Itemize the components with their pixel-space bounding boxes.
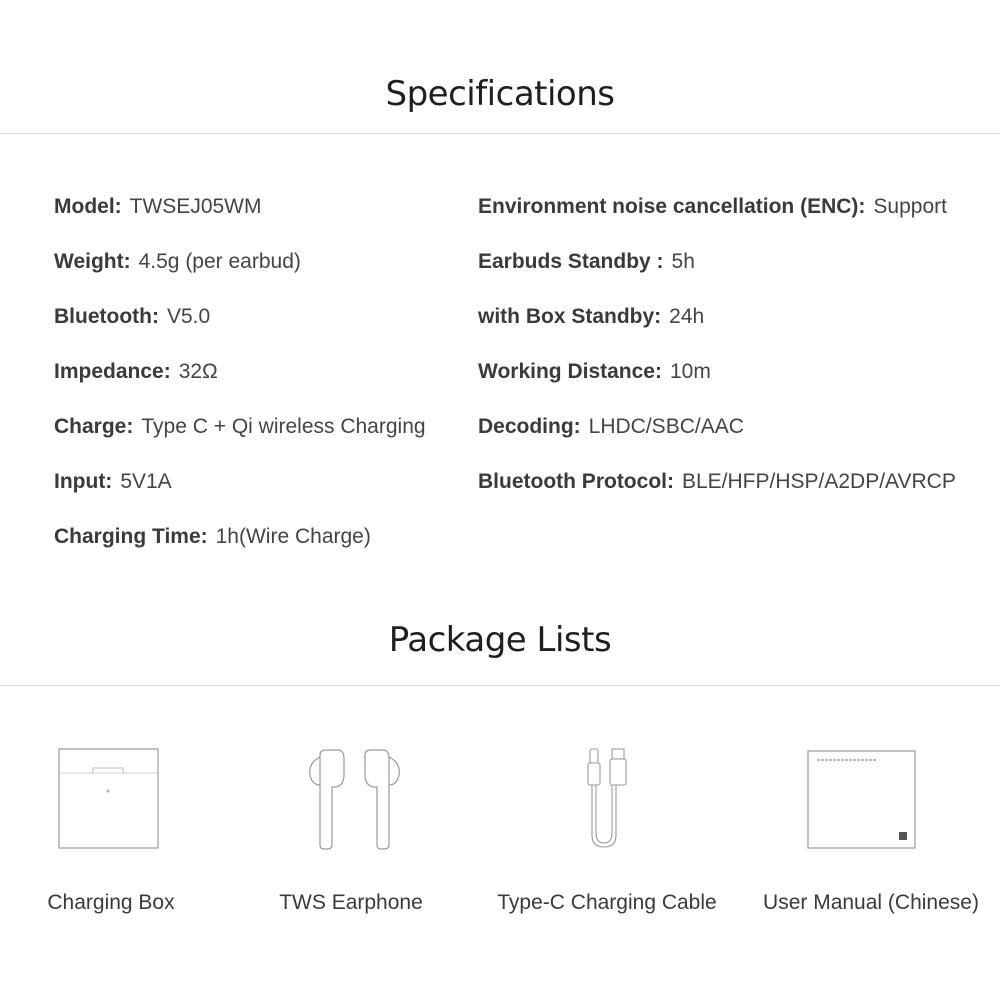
spec-row (478, 250, 695, 274)
spec-value: BLE/HFP/HSP/A2DP/AVRCP (681, 470, 956, 493)
usb-cable-icon (580, 745, 640, 855)
earphones-icon (300, 745, 415, 855)
spec-row (478, 470, 956, 494)
manual-icon (805, 748, 920, 852)
spec-value: 5V1A (120, 470, 172, 493)
spec-label: Environment noise cancellation (ENC): (478, 195, 866, 218)
spec-label: Bluetooth Protocol: (478, 470, 674, 493)
spec-value: 10m (669, 360, 711, 383)
spec-value: 5h (671, 250, 695, 273)
spec-row (478, 195, 947, 219)
spec-row (478, 360, 711, 384)
spec-label: Earbuds Standby : (478, 250, 664, 273)
spec-row (54, 305, 210, 329)
spec-label: Weight: (54, 250, 131, 273)
spec-row (54, 250, 301, 274)
spec-row (478, 415, 744, 439)
spec-label: Model: (54, 195, 122, 218)
package-item-label: TWS Earphone (279, 891, 423, 914)
spec-value: Type C + Qi wireless Charging (141, 415, 426, 438)
spec-row (54, 360, 218, 384)
spec-value: 4.5g (per earbud) (138, 250, 301, 273)
spec-label: with Box Standby: (478, 305, 662, 328)
spec-label: Working Distance: (478, 360, 662, 383)
spec-value: 24h (669, 305, 705, 328)
specifications-title: Specifications (385, 74, 615, 114)
spec-value: V5.0 (166, 305, 211, 328)
spec-row (54, 415, 426, 439)
spec-label: Input: (54, 470, 113, 493)
spec-label: Charge: (54, 415, 134, 438)
package-item-label: Type-C Charging Cable (497, 891, 717, 914)
divider (0, 685, 1000, 686)
package-item-label: User Manual (Chinese) (763, 891, 979, 914)
spec-label: Impedance: (54, 360, 171, 383)
spec-label: Decoding: (478, 415, 581, 438)
spec-row (54, 525, 371, 549)
package-item-label: Charging Box (47, 891, 175, 914)
spec-value: LHDC/SBC/AAC (588, 415, 744, 438)
spec-value: 1h(Wire Charge) (215, 525, 371, 548)
package-lists-title: Package Lists (388, 620, 612, 660)
spec-label: Bluetooth: (54, 305, 159, 328)
spec-value: TWSEJ05WM (129, 195, 262, 218)
spec-label: Charging Time: (54, 525, 208, 548)
charging-box-icon (55, 745, 163, 853)
spec-value: 32Ω (178, 360, 218, 383)
divider (0, 133, 1000, 134)
spec-value: Support (873, 195, 947, 218)
spec-row (54, 195, 262, 219)
spec-row (478, 305, 704, 329)
spec-row (54, 470, 172, 494)
